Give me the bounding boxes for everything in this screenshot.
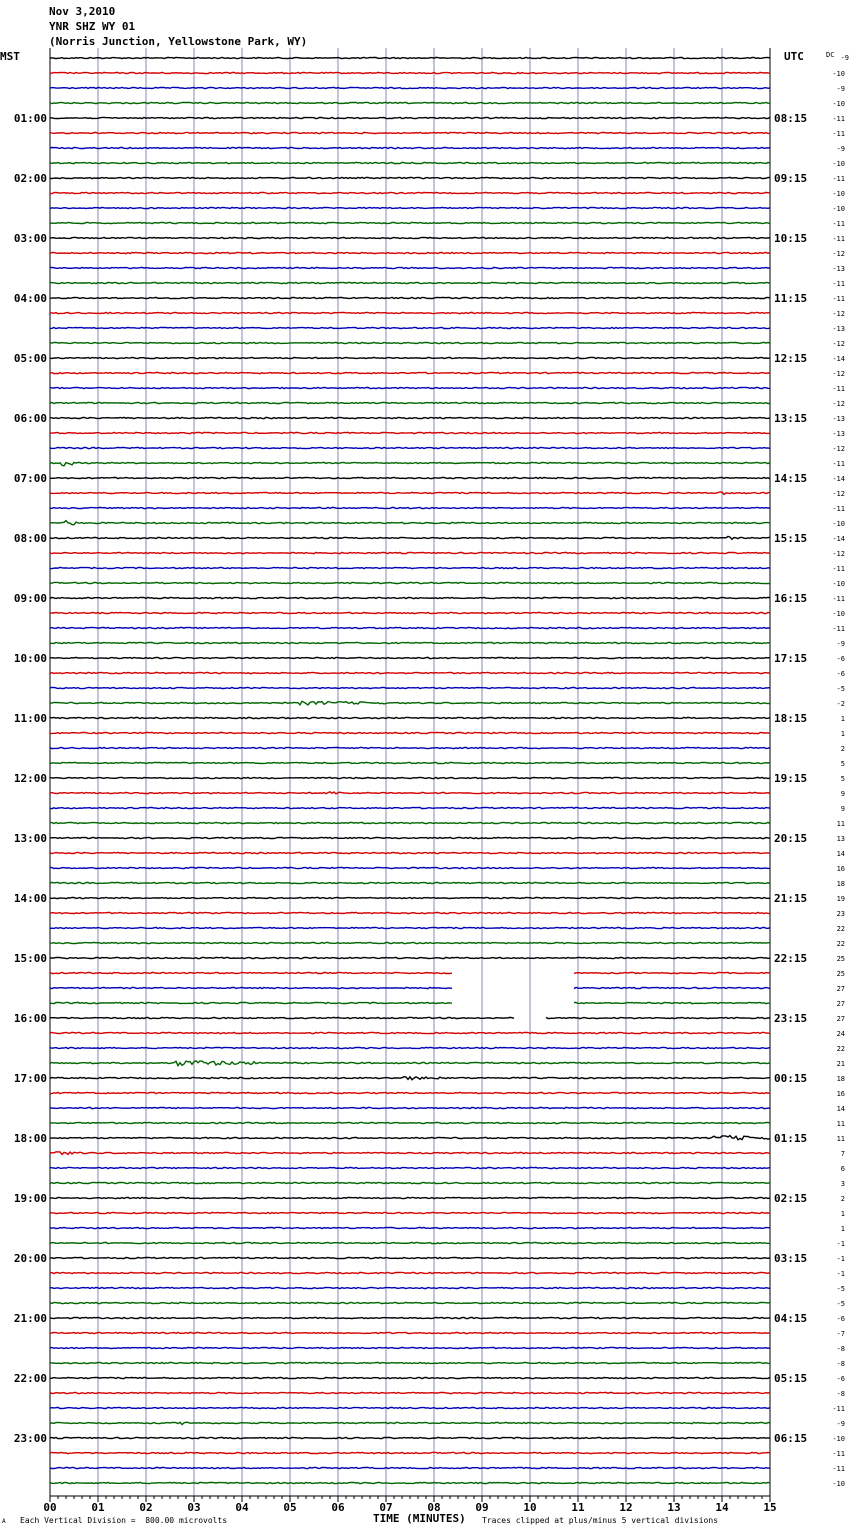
utc-hour-label: 04:15: [774, 1312, 808, 1325]
mst-hour-label: 11:00: [13, 712, 47, 725]
trace-row: [50, 1152, 770, 1155]
mst-hour-label: 23:00: [13, 1432, 47, 1445]
dc-offset-label: -9: [836, 85, 845, 93]
dc-offset-label: -12: [832, 310, 845, 318]
x-tick-label: 01: [91, 1501, 105, 1514]
utc-hour-label: 19:15: [774, 772, 808, 785]
trace-row: [50, 1302, 770, 1303]
dc-offset-label: 18: [836, 880, 845, 888]
utc-hour-label: 23:15: [774, 1012, 808, 1025]
trace-row: [50, 521, 770, 525]
dc-offset-label: 13: [836, 835, 845, 843]
dc-offset-label: -11: [832, 295, 845, 303]
trace-row: [50, 1362, 770, 1363]
trace-row: [50, 1092, 770, 1093]
mst-hour-label: 13:00: [13, 832, 47, 845]
x-tick-label: 03: [187, 1501, 201, 1514]
mst-hour-label: 07:00: [13, 472, 47, 485]
corner-mark: A: [2, 1518, 6, 1525]
trace-row: [50, 1227, 770, 1228]
trace-row: [50, 942, 770, 943]
trace-row: [50, 852, 770, 853]
trace-row: [50, 1107, 770, 1108]
left-timezone-label: MST: [0, 50, 20, 63]
trace-row: [50, 612, 770, 613]
utc-hour-label: 22:15: [774, 952, 808, 965]
x-tick-label: 04: [235, 1501, 249, 1514]
minute-grid: [50, 48, 770, 1496]
dc-offset-label: -10: [832, 100, 845, 108]
utc-hour-label: 09:15: [774, 172, 808, 185]
dc-offset-label: 5: [840, 775, 845, 783]
trace-row: [50, 1287, 770, 1288]
x-tick-label: 12: [619, 1501, 633, 1514]
utc-hour-label: 20:15: [774, 832, 808, 845]
dc-offset-label: 3: [840, 1180, 845, 1188]
trace-row: [50, 536, 770, 539]
trace-row: [50, 1377, 770, 1378]
trace-row: [50, 627, 770, 628]
dc-offset-label: -12: [832, 340, 845, 348]
dc-offset-label: -10: [832, 610, 845, 618]
trace-row: [50, 1437, 770, 1438]
trace-row: [50, 777, 770, 778]
trace-row: [50, 237, 770, 238]
trace-row: [50, 87, 770, 88]
trace-row: [50, 972, 770, 973]
x-tick-label: 14: [715, 1501, 729, 1514]
mst-hour-labels: [14, 112, 47, 1445]
trace-row: [50, 282, 770, 283]
dc-offset-label: 1: [840, 1210, 845, 1218]
trace-row: [50, 1047, 770, 1048]
x-tick-label: 10: [523, 1501, 537, 1514]
dc-offset-label: 2: [840, 745, 845, 753]
mst-hour-label: 03:00: [13, 232, 47, 245]
dc-offset-label: 27: [836, 1000, 845, 1008]
trace-row: [50, 327, 770, 328]
right-timezone-label: UTC: [784, 50, 804, 63]
station-location: (Norris Junction, Yellowstone Park, WY): [49, 35, 308, 48]
trace-row: [50, 597, 770, 598]
dc-offset-label: 7: [840, 1150, 845, 1158]
trace-row: [50, 1317, 770, 1318]
trace-row: [50, 417, 770, 418]
trace-row: [50, 432, 770, 433]
dc-offset-label: 22: [836, 925, 845, 933]
trace-row: [50, 162, 770, 163]
dc-offset-label: -10: [832, 190, 845, 198]
trace-row: [50, 1002, 770, 1003]
trace-row: [50, 57, 770, 58]
trace-row: [50, 462, 770, 465]
x-tick-label: 15: [763, 1501, 777, 1514]
x-tick-label: 02: [139, 1501, 153, 1514]
dc-offset-label: -5: [836, 1300, 845, 1308]
trace-row: [50, 147, 770, 148]
trace-row: [50, 312, 770, 313]
trace-row: [50, 912, 770, 913]
dc-offset-label: -6: [836, 1315, 845, 1323]
trace-row: [50, 672, 770, 673]
dc-offset-label: 6: [840, 1165, 845, 1173]
trace-row: [50, 701, 770, 705]
trace-row: [50, 837, 770, 838]
dc-offset-label: 22: [836, 940, 845, 948]
scale-note: Each Vertical Division = 800.00 microvolts: [20, 1516, 228, 1525]
mst-hour-label: 10:00: [13, 652, 47, 665]
trace-row: [50, 1347, 770, 1348]
dc-offset-label: -11: [832, 280, 845, 288]
dc-offset-label: -13: [832, 265, 845, 273]
trace-row: [50, 492, 770, 495]
dc-offset-label: -12: [832, 490, 845, 498]
trace-row: [50, 987, 770, 988]
trace-row: [50, 1332, 770, 1333]
dc-offset-label: -9: [840, 54, 849, 62]
trace-row: [50, 1272, 770, 1273]
dc-offset-label: -6: [836, 670, 845, 678]
dc-offset-label: 22: [836, 1045, 845, 1053]
trace-row: [50, 582, 770, 583]
dc-offset-label: 11: [836, 1120, 845, 1128]
dc-offset-label: -11: [832, 220, 845, 228]
trace-row: [50, 867, 770, 868]
utc-hour-label: 13:15: [774, 412, 808, 425]
dc-offset-label: -1: [836, 1255, 845, 1263]
trace-row: [50, 222, 770, 223]
trace-row: [50, 447, 770, 448]
dc-offset-label: -11: [832, 625, 845, 633]
mst-hour-label: 04:00: [13, 292, 47, 305]
trace-row: [50, 192, 770, 193]
dc-offset-label: -11: [832, 115, 845, 123]
dc-offset-label: -12: [832, 445, 845, 453]
mst-hour-label: 08:00: [13, 532, 47, 545]
trace-row: [50, 1242, 770, 1243]
dc-offset-label: -14: [832, 475, 845, 483]
trace-row: [50, 102, 770, 103]
trace-rows: [50, 57, 770, 1483]
mst-hour-label: 14:00: [13, 892, 47, 905]
x-tick-label: 08: [427, 1501, 441, 1514]
dc-offset-label: -5: [836, 685, 845, 693]
trace-row: [50, 297, 770, 298]
dc-offset-label: 14: [836, 850, 845, 858]
trace-row: [50, 897, 770, 898]
trace-row: [50, 342, 770, 343]
trace-row: [50, 687, 770, 688]
dc-offset-label: 27: [836, 1015, 845, 1023]
dc-offset-label: -1: [836, 1270, 845, 1278]
mst-hour-label: 06:00: [13, 412, 47, 425]
mst-hour-label: 21:00: [13, 1312, 47, 1325]
dc-offset-label: -11: [832, 460, 845, 468]
trace-row: [50, 1017, 770, 1018]
mst-hour-label: 19:00: [13, 1192, 47, 1205]
dc-offset-label: -11: [832, 130, 845, 138]
dc-offset-label: -9: [836, 640, 845, 648]
dc-offset-label: -13: [832, 325, 845, 333]
dc-header: DC: [826, 51, 835, 59]
dc-offset-label: 5: [840, 760, 845, 768]
trace-row: [50, 957, 770, 958]
trace-row: [50, 402, 770, 403]
dc-offset-label: 2: [840, 1195, 845, 1203]
trace-row: [50, 1452, 770, 1453]
trace-row: [50, 1467, 770, 1468]
dc-offset-label: 23: [836, 910, 845, 918]
trace-row: [50, 762, 770, 763]
dc-offset-label: -14: [832, 355, 845, 363]
clip-note: Traces clipped at plus/minus 5 vertical divisions: [482, 1516, 719, 1525]
dc-offset-label: 19: [836, 895, 845, 903]
dc-offset-label: -2: [836, 700, 845, 708]
trace-row: [50, 177, 770, 178]
mst-hour-label: 22:00: [13, 1372, 47, 1385]
trace-row: [50, 927, 770, 928]
mst-hour-label: 20:00: [13, 1252, 47, 1265]
utc-hour-label: 00:15: [774, 1072, 808, 1085]
chart-date: Nov 3,2010: [49, 5, 116, 18]
dc-offset-label: 11: [836, 820, 845, 828]
x-tick-label: 13: [667, 1501, 681, 1514]
dc-offset-label: 1: [840, 715, 845, 723]
dc-offset-label: -8: [836, 1390, 845, 1398]
trace-row: [50, 1136, 770, 1140]
utc-hour-label: 05:15: [774, 1372, 808, 1385]
dc-offset-label: -8: [836, 1360, 845, 1368]
dc-offset-labels: [826, 51, 849, 1488]
dc-offset-label: -10: [832, 1435, 845, 1443]
trace-row: [50, 1407, 770, 1408]
dc-offset-label: 14: [836, 1105, 845, 1113]
trace-row: [50, 567, 770, 568]
utc-hour-label: 16:15: [774, 592, 808, 605]
trace-row: [50, 1212, 770, 1213]
trace-row: [50, 792, 770, 794]
utc-hour-label: 01:15: [774, 1132, 808, 1145]
x-tick-label: 06: [331, 1501, 345, 1514]
trace-row: [50, 72, 770, 73]
dc-offset-label: -1: [836, 1240, 845, 1248]
utc-hour-label: 03:15: [774, 1252, 808, 1265]
dc-offset-label: -7: [836, 1330, 845, 1338]
trace-row: [50, 822, 770, 823]
dc-offset-label: -9: [836, 1420, 845, 1428]
dc-offset-label: -8: [836, 1345, 845, 1353]
trace-row: [50, 477, 770, 478]
dc-offset-label: -6: [836, 655, 845, 663]
chart-title: YNR SHZ WY 01: [49, 20, 136, 33]
mst-hour-label: 18:00: [13, 1132, 47, 1145]
dc-offset-label: -12: [832, 550, 845, 558]
mst-hour-label: 16:00: [13, 1012, 47, 1025]
trace-row: [50, 1197, 770, 1198]
dc-offset-label: -11: [832, 235, 845, 243]
dc-offset-label: -11: [832, 175, 845, 183]
trace-row: [50, 132, 770, 133]
dc-offset-label: -14: [832, 535, 845, 543]
dc-offset-label: 18: [836, 1075, 845, 1083]
dc-offset-label: 9: [840, 790, 845, 798]
utc-hour-label: 17:15: [774, 652, 808, 665]
trace-row: [50, 807, 770, 808]
utc-hour-label: 11:15: [774, 292, 808, 305]
trace-row: [50, 1257, 770, 1258]
dc-offset-label: -13: [832, 415, 845, 423]
dc-offset-label: 16: [836, 865, 845, 873]
trace-row: [50, 1422, 770, 1424]
utc-hour-label: 18:15: [774, 712, 808, 725]
dc-offset-label: 16: [836, 1090, 845, 1098]
trace-row: [50, 117, 770, 118]
dc-offset-label: -11: [832, 565, 845, 573]
dc-offset-label: -11: [832, 1405, 845, 1413]
utc-hour-label: 08:15: [774, 112, 808, 125]
dc-offset-label: -12: [832, 370, 845, 378]
x-axis-title: TIME (MINUTES): [373, 1512, 466, 1525]
trace-row: [50, 642, 770, 643]
dc-offset-label: -11: [832, 595, 845, 603]
dc-offset-label: -12: [832, 400, 845, 408]
x-tick-label: 11: [571, 1501, 585, 1514]
dc-offset-label: -11: [832, 1450, 845, 1458]
trace-row: [50, 1077, 770, 1080]
trace-row: [50, 732, 770, 733]
dc-offset-label: 27: [836, 985, 845, 993]
dc-offset-label: 25: [836, 955, 845, 963]
dc-offset-label: -10: [832, 205, 845, 213]
mst-hour-label: 09:00: [13, 592, 47, 605]
dc-offset-label: -6: [836, 1375, 845, 1383]
utc-hour-label: 10:15: [774, 232, 808, 245]
dc-offset-label: -10: [832, 580, 845, 588]
utc-hour-label: 21:15: [774, 892, 808, 905]
trace-row: [50, 1482, 770, 1483]
dc-offset-label: -10: [832, 520, 845, 528]
x-tick-label: 07: [379, 1501, 393, 1514]
x-tick-label: 05: [283, 1501, 297, 1514]
trace-row: [50, 507, 770, 508]
trace-row: [50, 267, 770, 268]
trace-row: [50, 1032, 770, 1033]
dc-offset-label: 1: [840, 1225, 845, 1233]
mst-hour-label: 17:00: [13, 1072, 47, 1085]
x-tick-label: 09: [475, 1501, 489, 1514]
dc-offset-label: -10: [832, 160, 845, 168]
trace-row: [50, 552, 770, 553]
trace-row: [50, 372, 770, 373]
dc-offset-label: -13: [832, 430, 845, 438]
dc-offset-label: -11: [832, 385, 845, 393]
mst-hour-label: 02:00: [13, 172, 47, 185]
trace-row: [50, 1182, 770, 1183]
trace-row: [50, 1167, 770, 1168]
dc-offset-label: -12: [832, 250, 845, 258]
dc-offset-label: -10: [832, 70, 845, 78]
trace-row: [50, 747, 770, 748]
mst-hour-label: 01:00: [13, 112, 47, 125]
utc-hour-label: 02:15: [774, 1192, 808, 1205]
trace-row: [50, 387, 770, 388]
utc-hour-label: 14:15: [774, 472, 808, 485]
trace-row: [50, 657, 770, 658]
trace-row: [50, 1392, 770, 1393]
dc-offset-label: 21: [836, 1060, 845, 1068]
trace-row: [50, 1122, 770, 1123]
utc-hour-label: 06:15: [774, 1432, 808, 1445]
dc-offset-label: -9: [836, 145, 845, 153]
mst-hour-label: 05:00: [13, 352, 47, 365]
utc-hour-label: 15:15: [774, 532, 808, 545]
mst-hour-label: 15:00: [13, 952, 47, 965]
dc-offset-label: 9: [840, 805, 845, 813]
trace-row: [50, 357, 770, 358]
trace-row: [50, 882, 770, 883]
dc-offset-label: 25: [836, 970, 845, 978]
dc-offset-label: -10: [832, 1480, 845, 1488]
trace-row: [50, 207, 770, 208]
dc-offset-label: -11: [832, 505, 845, 513]
mst-hour-label: 12:00: [13, 772, 47, 785]
trace-row: [50, 717, 770, 718]
x-tick-label: 00: [43, 1501, 57, 1514]
trace-row: [50, 1061, 770, 1066]
trace-row: [50, 252, 770, 253]
utc-hour-label: 12:15: [774, 352, 808, 365]
dc-offset-label: 11: [836, 1135, 845, 1143]
dc-offset-label: -5: [836, 1285, 845, 1293]
dc-offset-label: 1: [840, 730, 845, 738]
dc-offset-label: -11: [832, 1465, 845, 1473]
dc-offset-label: 24: [836, 1030, 845, 1038]
utc-hour-labels: [774, 112, 807, 1445]
